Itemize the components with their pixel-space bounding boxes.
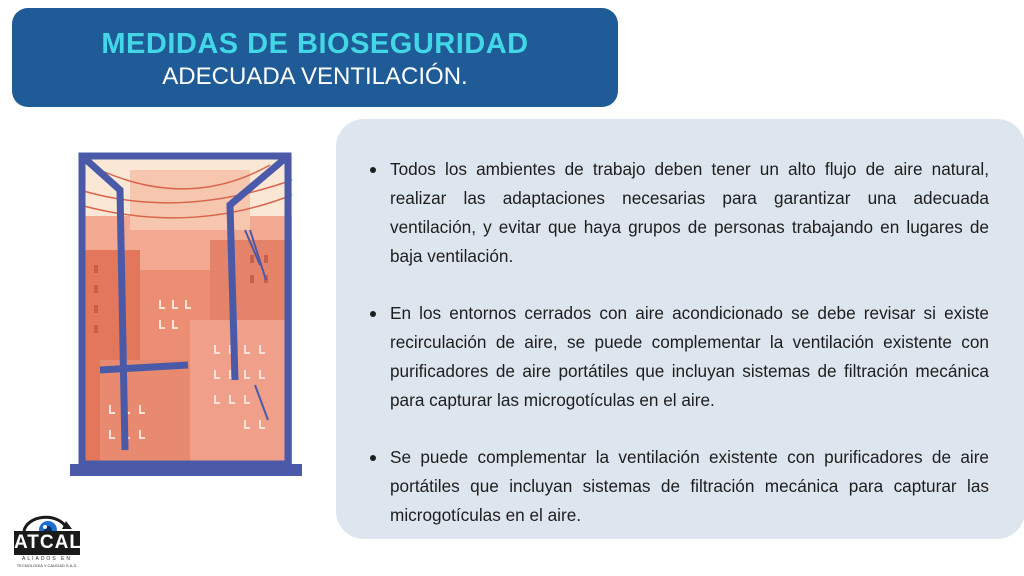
page-subtitle: ADECUADA VENTILACIÓN. [162, 63, 468, 90]
list-item: Se puede complementar la ventilación existente con purificadores de aire portátiles que incluyan sistemas de filtración mecánica para capturar las microgotículas en el aire. [370, 443, 989, 530]
title-banner [12, 8, 618, 107]
logo-tagline: ALIADOS EN [21, 556, 72, 562]
logo-name: ATCAL [14, 532, 82, 553]
content-panel [336, 119, 1024, 539]
list-item: En los entornos cerrados con aire acondicionado se debe revisar si existe recirculación de aire, se puede complementar la ventilación existente con purificadores de aire portátiles que incluyan sistemas de filtración mecánica para capturar las microgotículas en el aire. [370, 299, 989, 415]
bullet-list [370, 155, 989, 530]
page-title: MEDIDAS DE BIOSEGURIDAD [101, 28, 529, 60]
logo-tagline-company: TECNOLOGIA Y CALIDAD S.A.S. [16, 563, 78, 568]
window-buildings-icon [70, 150, 302, 480]
list-item: Todos los ambientes de trabajo deben tener un alto flujo de aire natural, realizar las adaptaciones necesarias para garantizar una adecuada ventilación, y evitar que haya grupos de personas trabajando en lugares de baja ventilación. [370, 155, 989, 271]
